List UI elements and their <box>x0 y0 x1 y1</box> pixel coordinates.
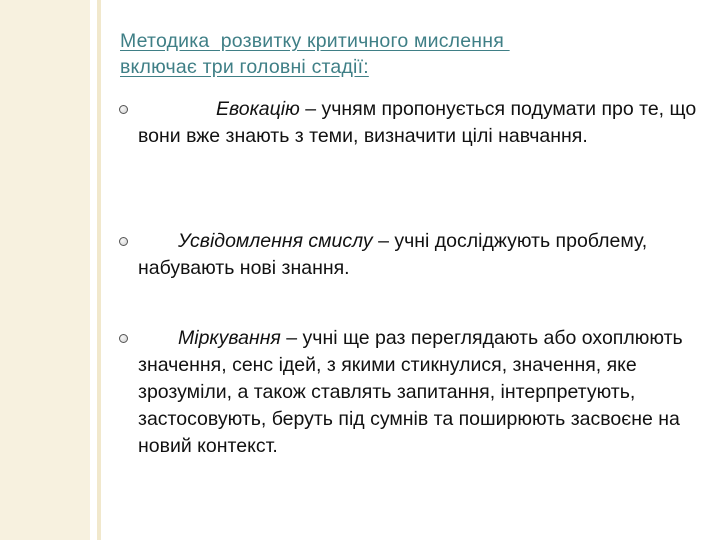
bullet-icon <box>119 237 128 246</box>
title-line-2: включає три головні стадії: <box>120 56 369 78</box>
stage-term: Усвідомлення смислу <box>178 230 373 252</box>
stage-term: Евокацію <box>216 98 300 120</box>
stage-description: – учні ще раз переглядають або охоплюють значення, сенс ідей, з якими стикнулися, значення, яке зрозуміли, а також ставлять запитання, інтерпретують, застосовують, беруть під сумнів та поширюють засвоєне на новий контекст. <box>138 327 683 457</box>
title-line-1: Методика розвитку критичного мислення <box>120 30 510 52</box>
list-item-reflection <box>138 325 698 460</box>
stage-description: – учням пропонується подумати про те, що вони вже знають з теми, визначити цілі навчання. <box>138 98 697 147</box>
stage-term: Міркування <box>178 327 281 349</box>
stage-description: – учні досліджують проблему, набувають нові знання. <box>138 230 648 279</box>
bullet-icon <box>119 334 128 343</box>
list-item-comprehension <box>138 228 698 282</box>
list-item-evocation <box>138 96 698 150</box>
bullet-icon <box>119 105 128 114</box>
